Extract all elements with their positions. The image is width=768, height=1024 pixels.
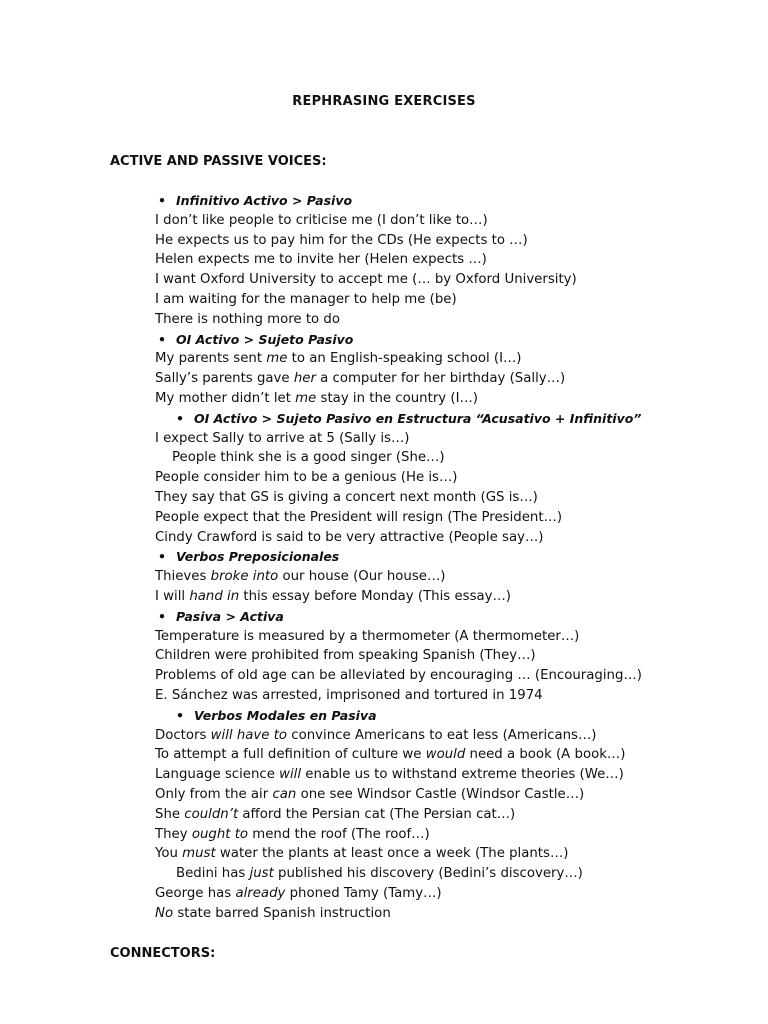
exercise-line bbox=[155, 468, 457, 488]
bullet-heading bbox=[158, 547, 339, 567]
text-segment: enable us to withstand extreme theories (We…) bbox=[301, 767, 624, 783]
text-segment: They say that GS is giving a concert next month (GS is…) bbox=[155, 490, 538, 505]
text-segment: Only from the air bbox=[155, 787, 273, 802]
text-segment: convince Americans to eat less (Americans…) bbox=[287, 727, 597, 743]
exercise-line bbox=[155, 231, 528, 251]
exercise-line bbox=[155, 904, 391, 924]
text-segment: I am waiting for the manager to help me (be) bbox=[155, 292, 457, 307]
exercise-line bbox=[155, 666, 642, 686]
text-segment: I will bbox=[155, 589, 190, 604]
bullet-heading bbox=[158, 191, 352, 211]
exercise-line bbox=[155, 250, 487, 270]
text-segment: this essay before Monday (This essay…) bbox=[239, 589, 511, 604]
text-segment: Problems of old age can be alleviated by encouraging … (Encouraging…) bbox=[155, 668, 642, 684]
text-segment: Pasiva > Activa bbox=[176, 608, 284, 624]
text-segment: You bbox=[155, 846, 183, 862]
text-segment: He expects us to pay him for the CDs (He expects to …) bbox=[155, 232, 528, 248]
exercise-line bbox=[155, 785, 584, 805]
italic-segment: couldn’t bbox=[184, 806, 239, 822]
text-segment: To attempt a full definition of culture we bbox=[155, 747, 426, 763]
italic-segment: would bbox=[425, 747, 466, 763]
exercise-line bbox=[155, 726, 596, 746]
text-segment: Thieves bbox=[155, 569, 211, 585]
italic-segment: must bbox=[182, 846, 216, 862]
text-segment: a computer for her birthday (Sally…) bbox=[315, 371, 566, 387]
exercise-line bbox=[155, 765, 624, 785]
bullet-icon: • bbox=[176, 707, 184, 723]
italic-segment: hand in bbox=[189, 589, 240, 604]
text-segment: water the plants at least once a week (The plants…) bbox=[215, 846, 569, 862]
exercise-line bbox=[155, 389, 478, 409]
text-segment: published his discovery (Bedini’s discovery…) bbox=[273, 866, 583, 882]
text-segment: phoned Tamy (Tamy…) bbox=[285, 886, 442, 901]
text-segment: state barred Spanish instruction bbox=[173, 905, 391, 921]
exercise-line bbox=[155, 587, 511, 607]
text-segment: Doctors bbox=[155, 727, 211, 743]
exercise-line bbox=[155, 686, 543, 706]
text-segment: OI Activo > Sujeto Pasivo bbox=[176, 331, 354, 347]
text-segment: I don’t like people to criticise me (I don’t like to…) bbox=[155, 212, 488, 228]
italic-segment: ought to bbox=[191, 826, 249, 842]
text-segment: She bbox=[155, 806, 185, 822]
bullet-icon: • bbox=[158, 608, 166, 624]
exercise-line bbox=[155, 567, 445, 587]
exercise-line bbox=[155, 488, 538, 508]
text-segment: There is nothing more to do bbox=[155, 311, 340, 327]
text-segment: to an English-speaking school (I…) bbox=[287, 351, 522, 367]
exercise-line bbox=[155, 745, 625, 765]
exercise-line bbox=[155, 627, 579, 647]
bullet-heading bbox=[176, 409, 641, 429]
text-segment: mend the roof (The roof…) bbox=[248, 826, 430, 842]
page-title: REPHRASING EXERCISES bbox=[292, 94, 476, 109]
text-segment: Verbos Modales en Pasiva bbox=[194, 707, 377, 723]
exercise-line bbox=[155, 528, 543, 548]
text-segment: Temperature is measured by a thermometer (A thermometer…) bbox=[155, 628, 580, 644]
italic-segment: already bbox=[235, 886, 286, 901]
exercise-line bbox=[155, 349, 522, 369]
text-segment: stay in the country (I…) bbox=[316, 391, 478, 406]
text-segment: My parents sent bbox=[155, 351, 267, 367]
bullet-icon: • bbox=[158, 193, 166, 208]
text-segment: Infinitivo Activo > Pasivo bbox=[176, 193, 353, 208]
text-segment: OI Activo > Sujeto Pasivo en Estructura “Acusativo + Infinitivo” bbox=[194, 410, 642, 426]
exercise-line bbox=[155, 211, 488, 231]
italic-segment: No bbox=[155, 905, 174, 921]
exercise-line bbox=[155, 369, 565, 389]
text-segment: People think she is a good singer (She…) bbox=[172, 450, 445, 466]
text-segment: afford the Persian cat (The Persian cat…) bbox=[238, 806, 516, 822]
exercise-line bbox=[155, 805, 515, 825]
bullet-heading bbox=[176, 706, 377, 726]
bullet-heading bbox=[158, 607, 284, 627]
italic-segment: just bbox=[249, 866, 274, 882]
text-segment: George has bbox=[155, 886, 236, 901]
exercise-line bbox=[155, 429, 409, 449]
exercise-line bbox=[155, 270, 577, 290]
exercise-line bbox=[176, 864, 583, 884]
text-segment: Cindy Crawford is said to be very attractive (People say…) bbox=[155, 529, 544, 545]
bullet-heading bbox=[158, 330, 353, 350]
bullet-icon: • bbox=[158, 549, 166, 565]
bullet-icon: • bbox=[176, 410, 184, 426]
text-segment: People expect that the President will resign (The President…) bbox=[155, 509, 563, 525]
italic-segment: can bbox=[272, 787, 297, 802]
text-segment: I want Oxford University to accept me (… by Oxford University) bbox=[155, 272, 577, 288]
text-segment: one see Windsor Castle (Windsor Castle…) bbox=[296, 787, 585, 802]
exercise-line bbox=[172, 448, 445, 468]
italic-segment: will bbox=[279, 767, 302, 783]
text-segment: our house (Our house…) bbox=[278, 569, 446, 585]
section-heading-active-passive: ACTIVE AND PASSIVE VOICES: bbox=[110, 154, 327, 169]
text-segment: Helen expects me to invite her (Helen expects …) bbox=[155, 252, 487, 268]
section-heading-connectors: CONNECTORS: bbox=[110, 946, 216, 961]
text-segment: They bbox=[155, 826, 192, 842]
text-segment: Language science bbox=[155, 767, 280, 783]
exercise-line bbox=[155, 290, 457, 310]
text-segment: People consider him to be a genious (He is…) bbox=[155, 470, 458, 486]
exercise-line bbox=[155, 844, 568, 864]
text-segment: Children were prohibited from speaking Spanish (They…) bbox=[155, 648, 536, 664]
italic-segment: me bbox=[295, 391, 317, 406]
text-segment: E. Sánchez was arrested, imprisoned and tortured in 1974 bbox=[155, 688, 543, 703]
exercise-line bbox=[155, 884, 442, 904]
exercise-line bbox=[155, 508, 562, 528]
exercise-line bbox=[155, 646, 536, 666]
text-segment: My mother didn’t let bbox=[155, 391, 296, 406]
text-segment: Verbos Preposicionales bbox=[176, 549, 340, 565]
text-segment: need a book (A book…) bbox=[465, 747, 626, 763]
bullet-icon: • bbox=[158, 331, 166, 347]
italic-segment: me bbox=[266, 351, 288, 367]
text-segment: Sally’s parents gave bbox=[155, 371, 294, 387]
text-segment: Bedini has bbox=[176, 866, 250, 882]
italic-segment: broke into bbox=[210, 569, 279, 585]
text-segment: I expect Sally to arrive at 5 (Sally is…) bbox=[155, 430, 410, 446]
italic-segment: her bbox=[293, 371, 316, 387]
italic-segment: will have to bbox=[210, 727, 288, 743]
exercise-line bbox=[155, 310, 340, 330]
exercise-line bbox=[155, 825, 430, 845]
